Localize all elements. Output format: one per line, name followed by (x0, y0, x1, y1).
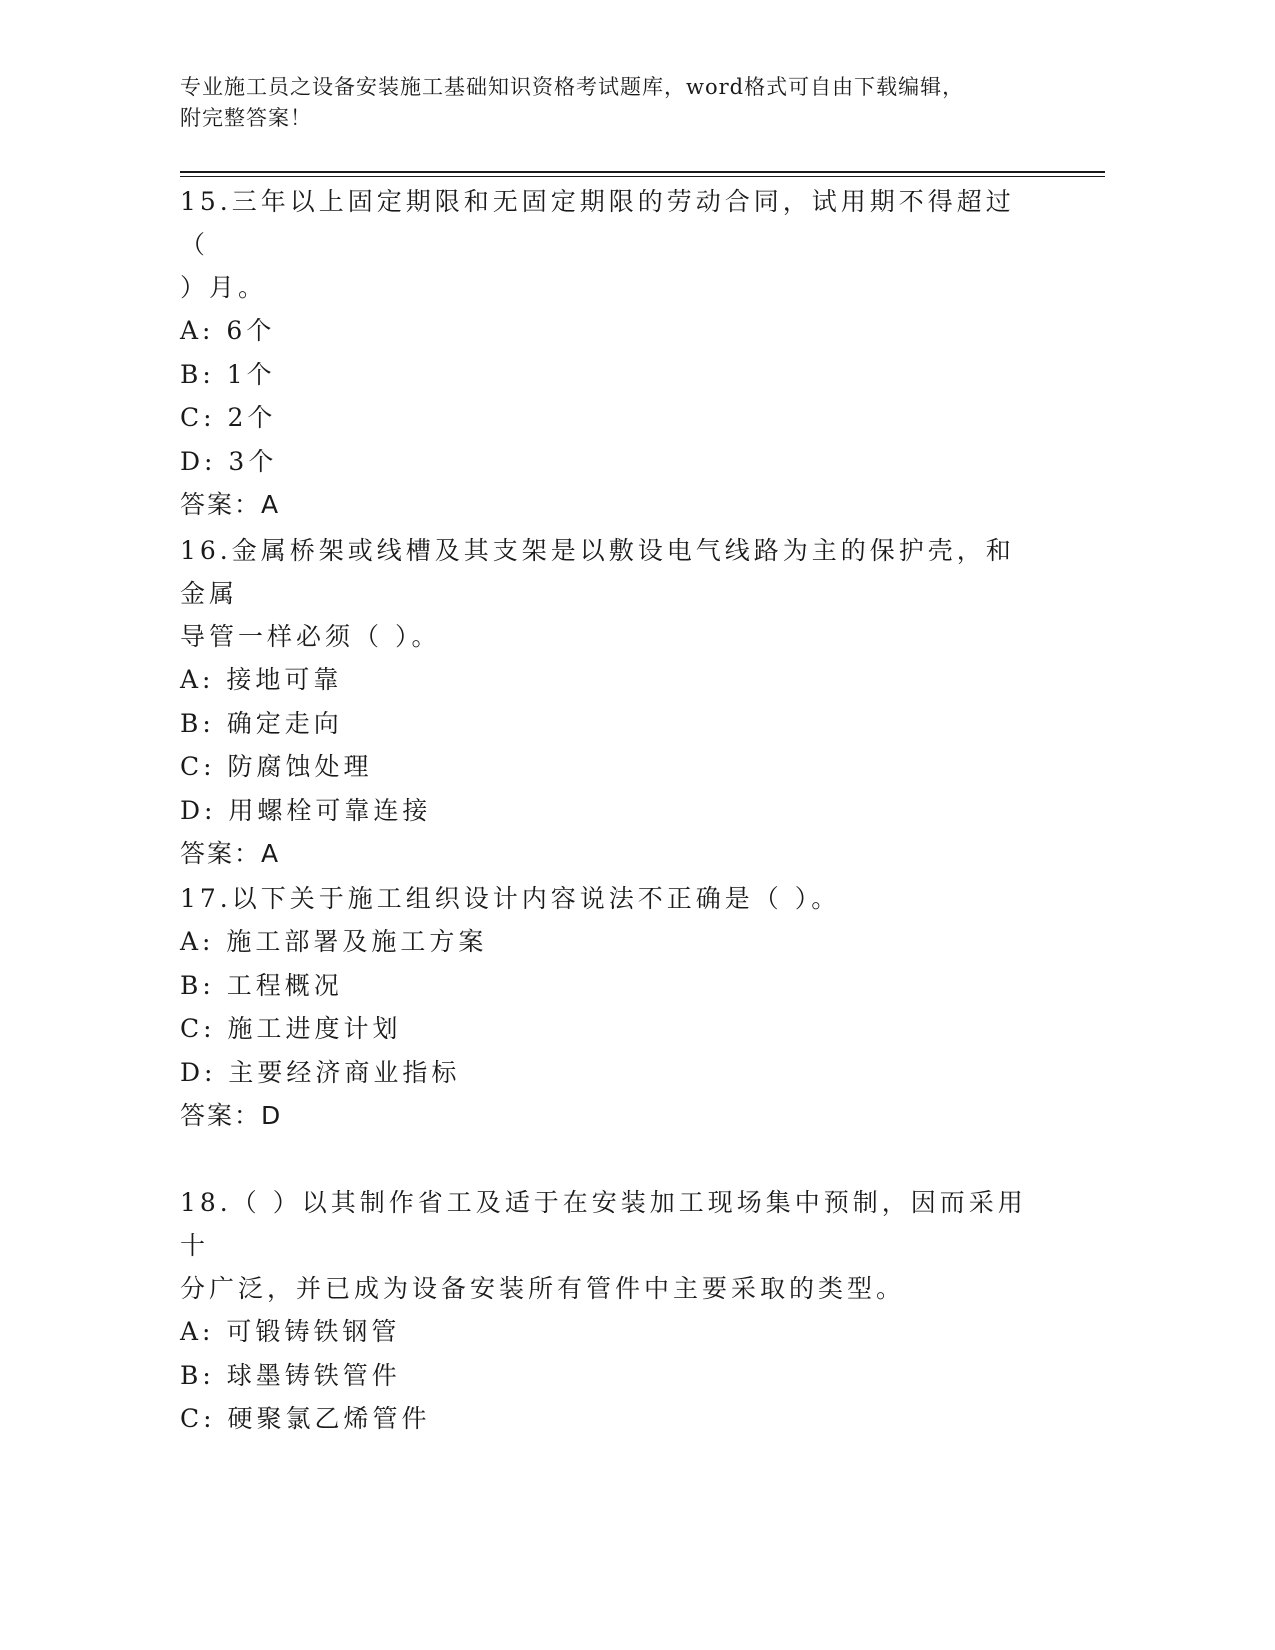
document-header (180, 72, 1060, 134)
option-d: D: 主要经济商业指标 (180, 1057, 461, 1087)
question-stem-line: 导管一样必须（ ）。 (180, 622, 441, 651)
question-stem-line: 16.金属桥架或线槽及其支架是以敷设电气线路为主的保护壳，和金属 (180, 536, 1015, 608)
header-divider-thick (180, 171, 1105, 173)
header-line-2: 附完整答案！ (180, 106, 312, 130)
question-stem-line: 18.（ ）以其制作省工及适于在安装加工现场集中预制，因而采用十 (180, 1188, 1027, 1260)
option-b: B: 确定走向 (180, 708, 343, 738)
option-c: C: 2个 (180, 403, 277, 432)
question-stem-line: 15.三年以上固定期限和无固定期限的劳动合同，试用期不得超过（ (180, 187, 1015, 259)
question-stem-line: 分广泛，并已成为设备安装所有管件中主要采取的类型。 (180, 1274, 906, 1303)
header-divider-thin (180, 176, 1105, 177)
option-d: D: 用螺栓可靠连接 (180, 795, 432, 825)
option-c: C: 施工进度计划 (180, 1014, 402, 1043)
question-15 (180, 180, 1040, 527)
question-stem-line: ）月。 (180, 273, 268, 302)
option-a: A: 施工部署及施工方案 (180, 927, 488, 956)
header-line-1: 专业施工员之设备安装施工基础知识资格考试题库，word格式可自由下载编辑， (180, 75, 965, 99)
option-c: C: 防腐蚀处理 (180, 752, 373, 781)
answer-line: 答案：A (180, 839, 281, 868)
question-18 (180, 1181, 1040, 1441)
question-16 (180, 529, 1040, 876)
option-b: B: 工程概况 (180, 970, 343, 1000)
option-b: B: 1个 (180, 359, 276, 389)
option-a: A: 可锻铸铁钢管 (180, 1317, 401, 1346)
option-a: A: 接地可靠 (180, 665, 343, 694)
question-stem-line: 17.以下关于施工组织设计内容说法不正确是（ ）。 (180, 884, 841, 913)
question-17 (180, 877, 1040, 1138)
option-d: D: 3个 (180, 446, 278, 476)
option-b: B: 球墨铸铁管件 (180, 1360, 401, 1390)
option-c: C: 硬聚氯乙烯管件 (180, 1404, 431, 1433)
option-a: A: 6个 (180, 316, 276, 345)
answer-line: 答案：A (180, 490, 281, 519)
answer-line: 答案：D (180, 1101, 283, 1130)
